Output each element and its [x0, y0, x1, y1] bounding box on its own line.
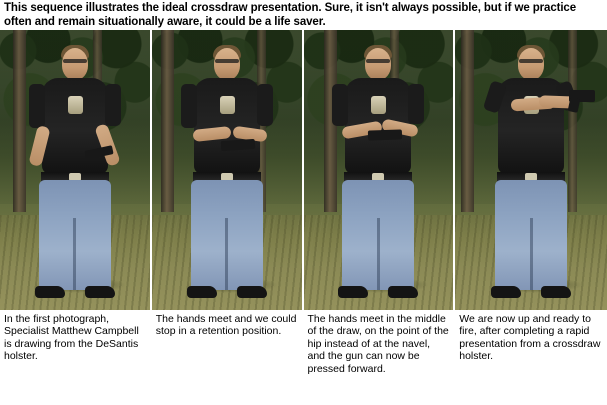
left-shoe — [338, 286, 368, 298]
caption-2: The hands meet and we could stop in a retention position. — [152, 310, 302, 388]
panel-1 — [0, 30, 152, 388]
head — [365, 48, 391, 80]
right-sleeve — [408, 84, 424, 124]
panel-4 — [455, 30, 607, 388]
glasses-icon — [366, 59, 390, 63]
jeans — [191, 180, 263, 290]
right-shoe — [541, 286, 571, 298]
pistol-grip — [568, 97, 581, 113]
caption-4: We are now up and ready to fire, after completing a rapid presentation from a crossdraw holster. — [455, 310, 607, 388]
figure-drawing-pistol — [0, 30, 150, 310]
torso-shirt — [498, 78, 564, 174]
left-shoe — [35, 286, 65, 298]
head — [62, 48, 88, 80]
panel-3 — [304, 30, 456, 388]
panel-2 — [152, 30, 304, 388]
caption-1: In the first photograph, Specialist Matthew Campbell is drawing from the DeSantis holster. — [0, 310, 150, 388]
left-sleeve — [29, 84, 45, 128]
right-shoe — [388, 286, 418, 298]
glasses-icon — [215, 59, 239, 63]
right-shoe — [237, 286, 267, 298]
figure-mid-draw — [304, 30, 454, 310]
right-sleeve — [257, 84, 273, 126]
jeans — [495, 180, 567, 290]
shirt-patch — [371, 96, 386, 114]
left-sleeve — [181, 84, 197, 128]
left-shoe — [491, 286, 521, 298]
photo-3 — [304, 30, 454, 310]
right-sleeve — [105, 84, 121, 126]
intro-paragraph: This sequence illustrates the ideal crossdraw presentation. Sure, it isn't always possible, but if we practice often and remain situationally aware, it could be a life saver. — [4, 2, 577, 28]
head — [214, 48, 240, 80]
jeans — [39, 180, 111, 290]
glasses-icon — [63, 59, 87, 63]
left-shoe — [187, 286, 217, 298]
caption-3: The hands meet in the middle of the draw, on the point of the hip instead of at the navel, and the gun can now be pressed forward. — [304, 310, 454, 388]
photo-2 — [152, 30, 302, 310]
shirt-patch — [220, 96, 235, 114]
pistol — [368, 129, 402, 140]
figure-retention-position — [152, 30, 302, 310]
photo-1 — [0, 30, 150, 310]
shirt-patch — [68, 96, 83, 114]
glasses-icon — [519, 59, 543, 63]
jeans — [342, 180, 414, 290]
panel-row — [0, 30, 607, 388]
head — [518, 48, 544, 80]
left-sleeve — [332, 84, 348, 126]
right-shoe — [85, 286, 115, 298]
photo-4 — [455, 30, 607, 310]
figure-ready-to-fire — [455, 30, 607, 310]
